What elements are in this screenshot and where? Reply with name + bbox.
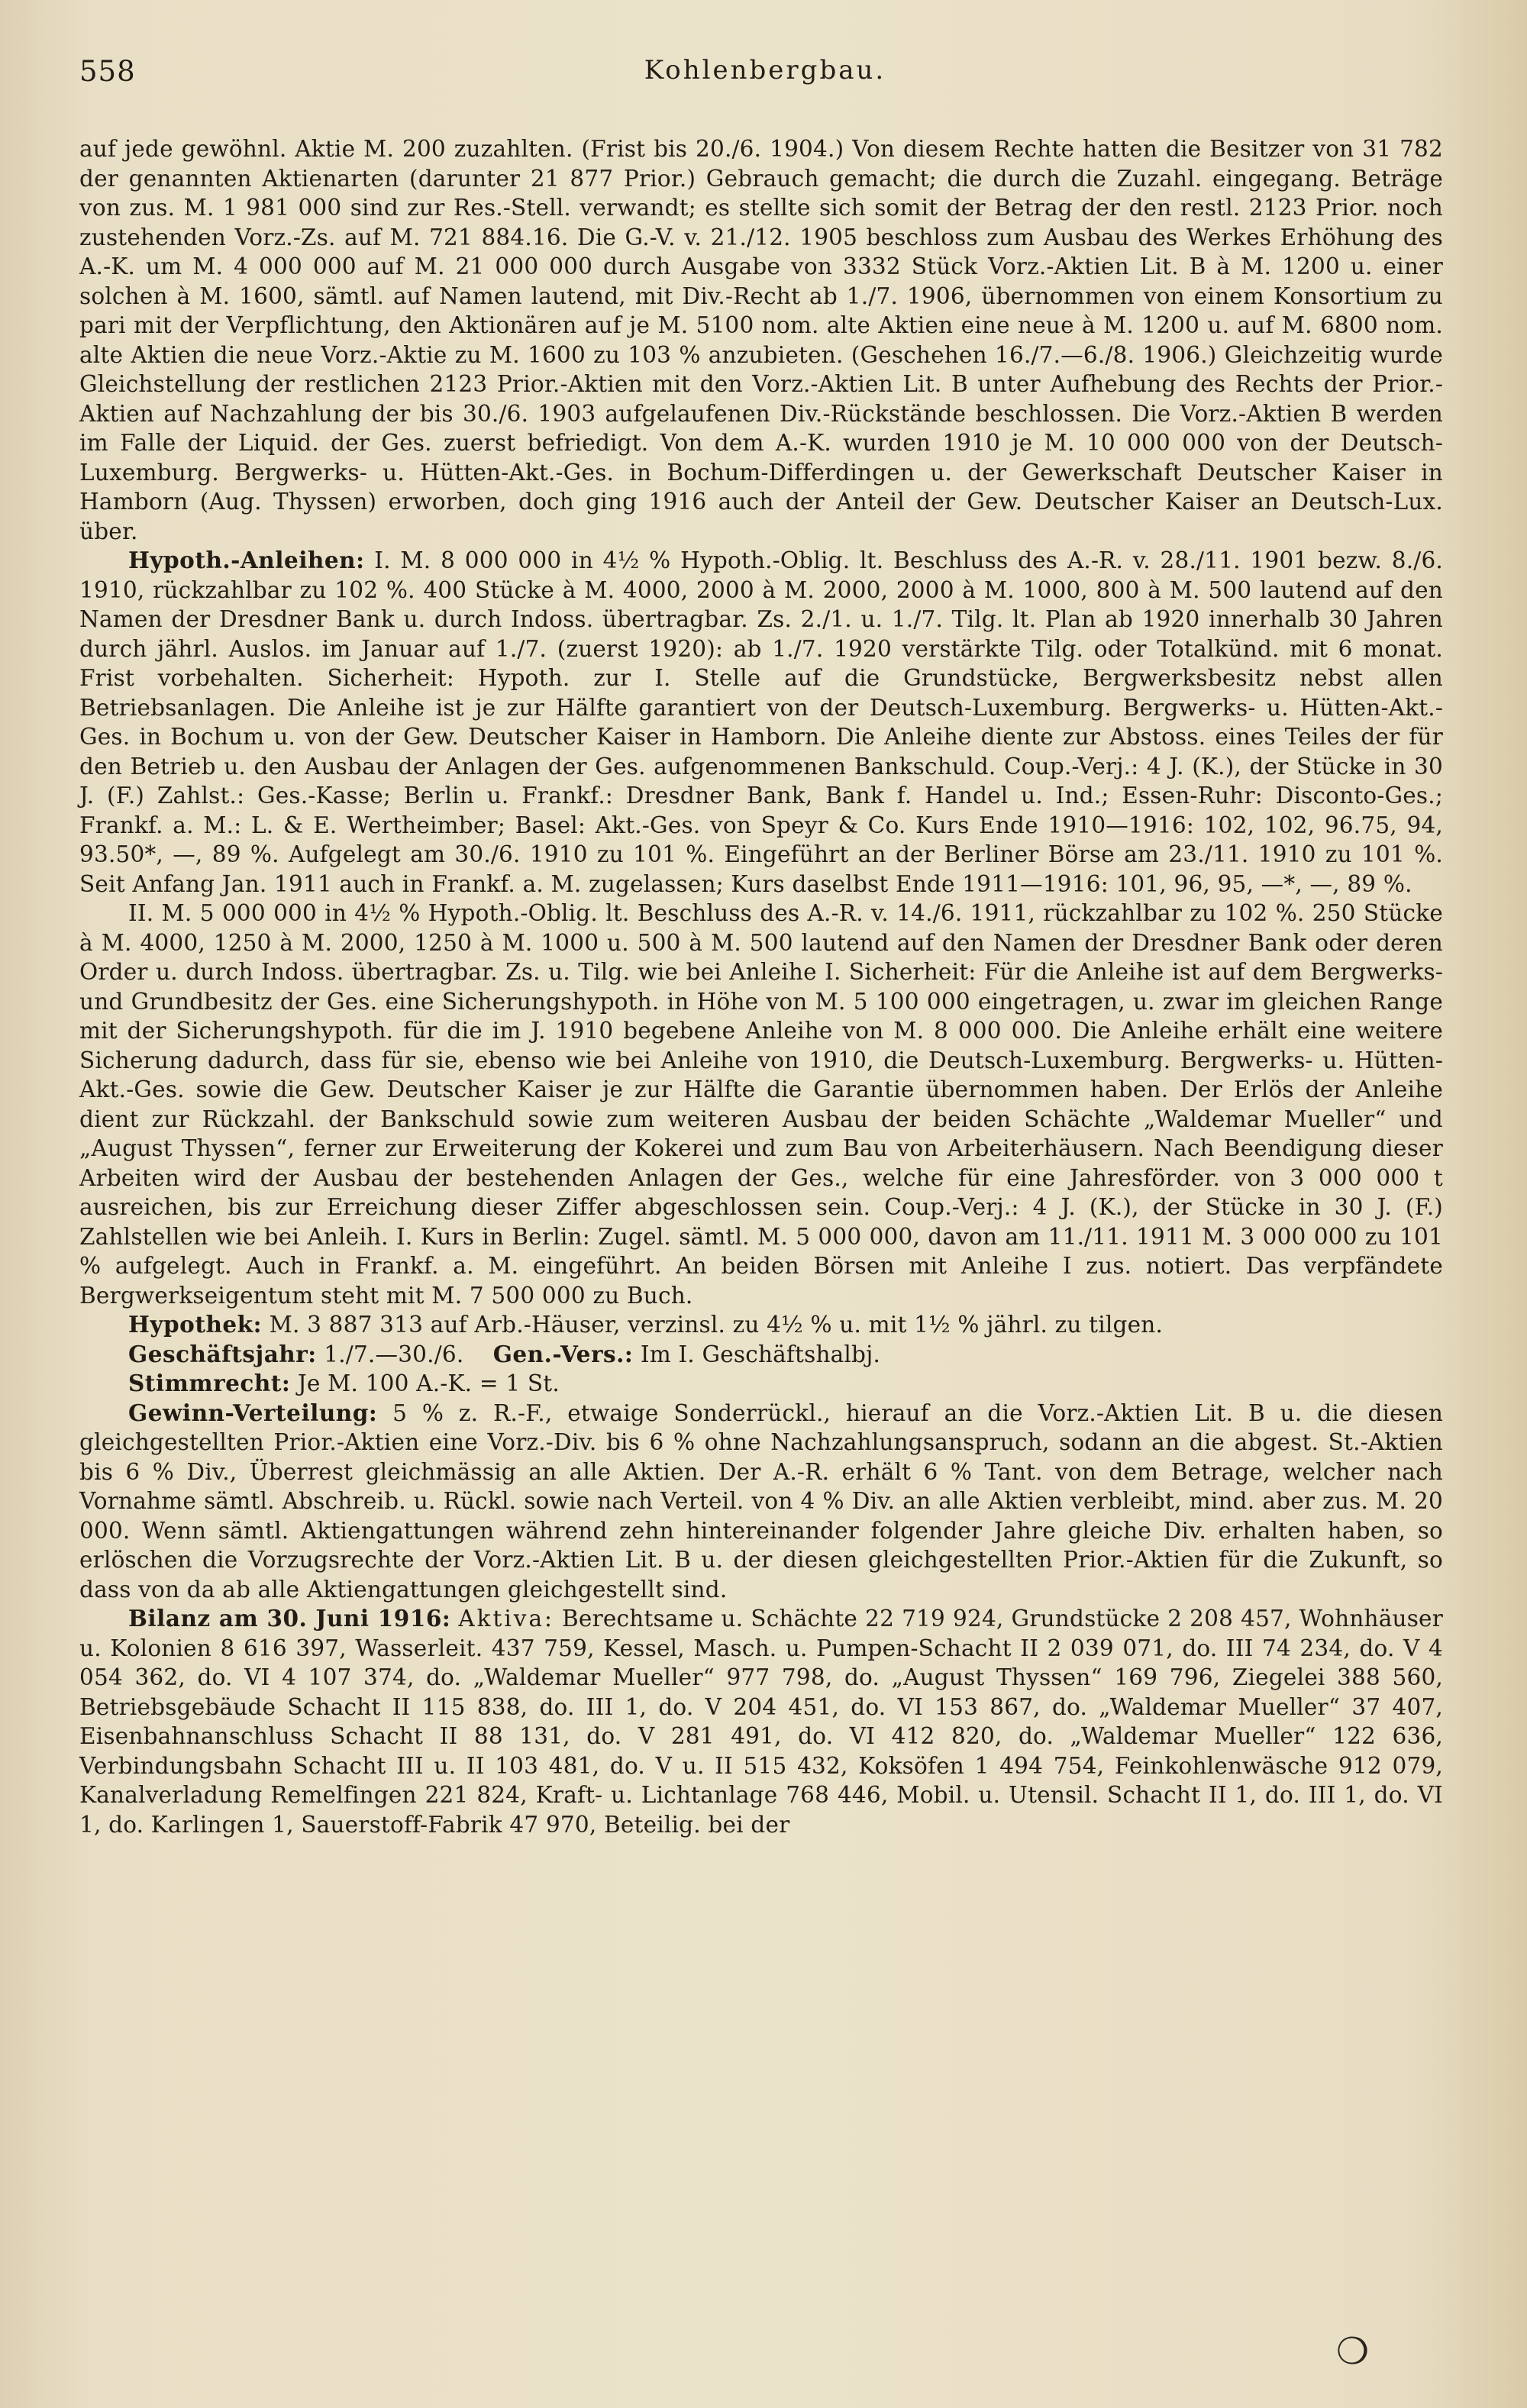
paragraph-bilanz [79, 1604, 1443, 1839]
text-hypothek: M. 3 887 313 auf Arb.-Häuser, verzinsl. zu 4½ % u. mit 1½ % jährl. zu tilgen. [269, 1312, 1164, 1338]
text-gewinn-verteilung: 5 % z. R.-F., etwaige Sonderrückl., hierauf an die Vorz.-Aktien Lit. B u. die diesen gleichgestellten Prior.-Aktien eine Vorz.-Div. bis 6 % ohne Nachzahlungsanspruch, sodann an die abgest. St.-Aktien bis 6 % Div., Überrest gleichmässig an alle Aktien. Der A.-R. erhält 6 % Tant. von dem Betrage, welcher nach Vornahme sämtl. Abschreib. u. Rückl. sowie nach Verteil. von 4 % Div. an alle Aktien verbleibt, mind. aber zus. M. 20 000. Wenn sämtl. Aktiengattungen während zehn hintereinander folgender Jahre gleiche Div. erhalten haben, so erlöschen die Vorzugsrechte der Vorz.-Aktien Lit. B u. der diesen gleichgestellten Prior.-Aktien für die Zukunft, so dass von da ab alle Aktiengattungen gleichgestellt sind. [79, 1399, 1444, 1603]
paragraph-stimmrecht [79, 1369, 1443, 1399]
text-stimmrecht: Je M. 100 A.-K. = 1 St. [297, 1370, 560, 1396]
heading-hypoth-anleihen: Hypoth.-Anleihen: [128, 547, 365, 573]
text-hypoth-anleihen-i: I. M. 8 000 000 in 4½ % Hypoth.-Oblig. lt. Beschluss des A.-R. v. 28./11. 1901 bezw. 8./6. 1910, rückzahlbar zu 102 %. 400 Stücke à M. 4000, 2000 à M. 2000, 2000 à M. 1000, 800 à M. 500 lautend auf den Namen der Dresdner Bank u. durch Indoss. übertragbar. Zs. 2./1. u. 1./7. Tilg. lt. Plan ab 1920 innerhalb 30 Jahren durch jährl. Auslos. im Januar auf 1./7. (zuerst 1920): ab 1./7. 1920 verstärkte Tilg. oder Totalkünd. mit 6 monat. Frist vorbehalten. Sicherheit: Hypoth. zur I. Stelle auf die Grundstücke, Bergwerksbesitz nebst allen Betriebsanlagen. Die Anleihe ist je zur Hälfte garantiert von der Deutsch-Luxemburg. Bergwerks- u. Hütten-Akt.-Ges. in Bochum u. von der Gew. Deutscher Kaiser in Hamborn. Die Anleihe diente zur Abstoss. eines Teiles der für den Betrieb u. den Ausbau der Anlagen der Ges. aufgenommenen Bankschuld. Coup.-Verj.: 4 J. (K.), der Stücke in 30 J. (F.) Zahlst.: Ges.-Kasse; Berlin u. Frankf.: Dresdner Bank, Bank f. Handel u. Ind.; Essen-Ruhr: Disconto-Ges.; Frankf. a. M.: L. & E. Wertheimber; Basel: Akt.-Ges. von Speyr & Co. Kurs Ende 1910—1916: 102, 102, 96.75, 94, 93.50*, —, 89 %. Aufgelegt am 30./6. 1910 zu 101 %. Eingeführt an der Berliner Börse am 23./11. 1910 zu 101 %. Seit Anfang Jan. 1911 auch in Frankf. a. M. zugelassen; Kurs daselbst Ende 1911—1916: 101, 96, 95, —*, —, 89 %. [79, 547, 1443, 897]
paragraph-gewinn-verteilung [79, 1399, 1443, 1605]
page-header [79, 55, 1451, 101]
heading-hypothek: Hypothek: [128, 1311, 262, 1338]
paragraph-hypothek [79, 1310, 1443, 1340]
page-number: 558 [79, 55, 136, 88]
text-geschaeftsjahr: 1./7.—30./6. [324, 1341, 464, 1367]
text-bilanz: Berechtsame u. Schächte 22 719 924, Grundstücke 2 208 457, Wohnhäuser u. Kolonien 8 616 397, Wasserleit. 437 759, Kessel, Masch. u. Pumpen-Schacht II 2 039 071, do. III 74 234, do. V 4 054 362, do. VI 4 107 374, do. „Waldemar Mueller“ 977 798, do. „August Thyssen“ 169 796, Ziegelei 388 560, Betriebsgebäude Schacht II 115 838, do. III 1, do. V 204 451, do. VI 153 867, do. „Waldemar Mueller“ 37 407, Eisenbahnanschluss Schacht II 88 131, do. V 281 491, do. VI 412 820, do. „Waldemar Mueller“ 122 636, Verbindungsbahn Schacht III u. II 103 481, do. V u. II 515 432, Koksöfen 1 494 754, Feinkohlenwäsche 912 079, Kanalverladung Remelfingen 221 824, Kraft- u. Lichtanlage 768 446, Mobil. u. Utensil. Schacht II 1, do. III 1, do. VI 1, do. Karlingen 1, Sauerstoff-Fabrik 47 970, Beteilig. bei der [79, 1606, 1444, 1838]
paragraph-hypoth-anleihen-ii: II. M. 5 000 000 in 4½ % Hypoth.-Oblig. lt. Beschluss des A.-R. v. 14./6. 1911, rückzahlbar zu 102 %. 250 Stücke à M. 4000, 1250 à M. 2000, 1250 à M. 1000 u. 500 à M. 500 lautend auf den Namen der Dresdner Bank oder deren Order u. durch Indoss. übertragbar. Zs. u. Tilg. wie bei Anleihe I. Sicherheit: Für die Anleihe ist auf dem Bergwerks- und Grundbesitz der Ges. eine Sicherungshypoth. in Höhe von M. 5 100 000 eingetragen, u. zwar im gleichen Range mit der Sicherungshypoth. für die im J. 1910 begebene Anleihe von M. 8 000 000. Die Anleihe erhält eine weitere Sicherung dadurch, dass für sie, ebenso wie bei Anleihe von 1910, die Deutsch-Luxemburg. Bergwerks- u. Hütten-Akt.-Ges. sowie die Gew. Deutscher Kaiser je zur Hälfte die Garantie übernommen haben. Der Erlös der Anleihe dient zur Rückzahl. der Bankschuld sowie zum weiteren Ausbau der beiden Schächte „Waldemar Mueller“ und „August Thyssen“, ferner zur Erweiterung der Kokerei und zum Bau von Arbeiterhäusern. Nach Beendigung dieser Arbeiten wird der Ausbau der bestehenden Anlagen der Ges., welche für eine Jahresförder. von 3 000 000 t ausreichen, bis zur Erreichung dieser Ziffer abgeschlossen sein. Coup.-Verj.: 4 J. (K.), der Stücke in 30 J. (F.) Zahlstellen wie bei Anleih. I. Kurs in Berlin: Zugel. sämtl. M. 5 000 000, davon am 11./11. 1911 M. 3 000 000 zu 101 % aufgelegt. Auch in Frankf. a. M. eingeführt. An beiden Börsen mit Anleihe I zus. notiert. Das verpfändete Bergwerkseigentum steht mit M. 7 500 000 zu Buch. [79, 900, 1443, 1309]
heading-gewinn-verteilung: Gewinn-Verteilung: [128, 1399, 378, 1426]
heading-gen-vers: Gen.-Vers.: [492, 1340, 634, 1367]
heading-geschaeftsjahr: Geschäftsjahr: [128, 1340, 317, 1367]
label-aktiva: Aktiva: [458, 1606, 554, 1632]
text-gen-vers: Im I. Geschäftshalbj. [640, 1341, 881, 1367]
heading-stimmrecht: Stimmrecht: [128, 1370, 291, 1396]
paragraph-geschaeftsjahr [79, 1340, 1443, 1370]
scan-artifact-icon: ❍ [1336, 2330, 1370, 2373]
paragraph-hypoth-anleihen-i [79, 546, 1443, 899]
body-text [79, 134, 1443, 1839]
paragraph-capital-history: auf jede gewöhnl. Aktie M. 200 zuzahlten. (Frist bis 20./6. 1904.) Von diesem Rechte hatten die Besitzer von 31 782 der genannten Aktienarten (darunter 21 877 Prior.) Gebrauch gemacht; die durch die Zuzahl. eingegang. Beträge von zus. M. 1 981 000 sind zur Res.-Stell. verwandt; es stellte sich somit der Betrag der den restl. 2123 Prior. noch zustehenden Vorz.-Zs. auf M. 721 884.16. Die G.-V. v. 21./12. 1905 beschloss zum Ausbau des Werkes Erhöhung des A.-K. um M. 4 000 000 auf M. 21 000 000 durch Ausgabe von 3332 Stück Vorz.-Aktien Lit. B à M. 1200 u. einer solchen à M. 1600, sämtl. auf Namen lautend, mit Div.-Recht ab 1./7. 1906, übernommen von einem Konsortium zu pari mit der Verpflichtung, den Aktionären auf je M. 5100 nom. alte Aktien eine neue à M. 1200 u. auf M. 6800 nom. alte Aktien die neue Vorz.-Aktie zu M. 1600 zu 103 % anzubieten. (Geschehen 16./7.—6./8. 1906.) Gleichzeitig wurde Gleichstellung der restlichen 2123 Prior.-Aktien mit den Vorz.-Aktien Lit. B unter Aufhebung des Rechts der Prior.-Aktien auf Nachzahlung der bis 30./6. 1903 aufgelaufenen Div.-Rückstände beschlossen. Die Vorz.-Aktien B werden im Falle der Liquid. der Ges. zuerst befriedigt. Von dem A.-K. wurden 1910 je M. 10 000 000 von der Deutsch-Luxemburg. Bergwerks- u. Hütten-Akt.-Ges. in Bochum-Differdingen u. der Gewerkschaft Deutscher Kaiser in Hamborn (Aug. Thyssen) erworben, doch ging 1916 auch der Anteil der Gew. Deutscher Kaiser an Deutsch-Lux. über. [79, 136, 1443, 544]
running-title: Kohlenbergbau. [644, 55, 886, 86]
heading-bilanz: Bilanz am 30. Juni 1916: [128, 1605, 451, 1632]
